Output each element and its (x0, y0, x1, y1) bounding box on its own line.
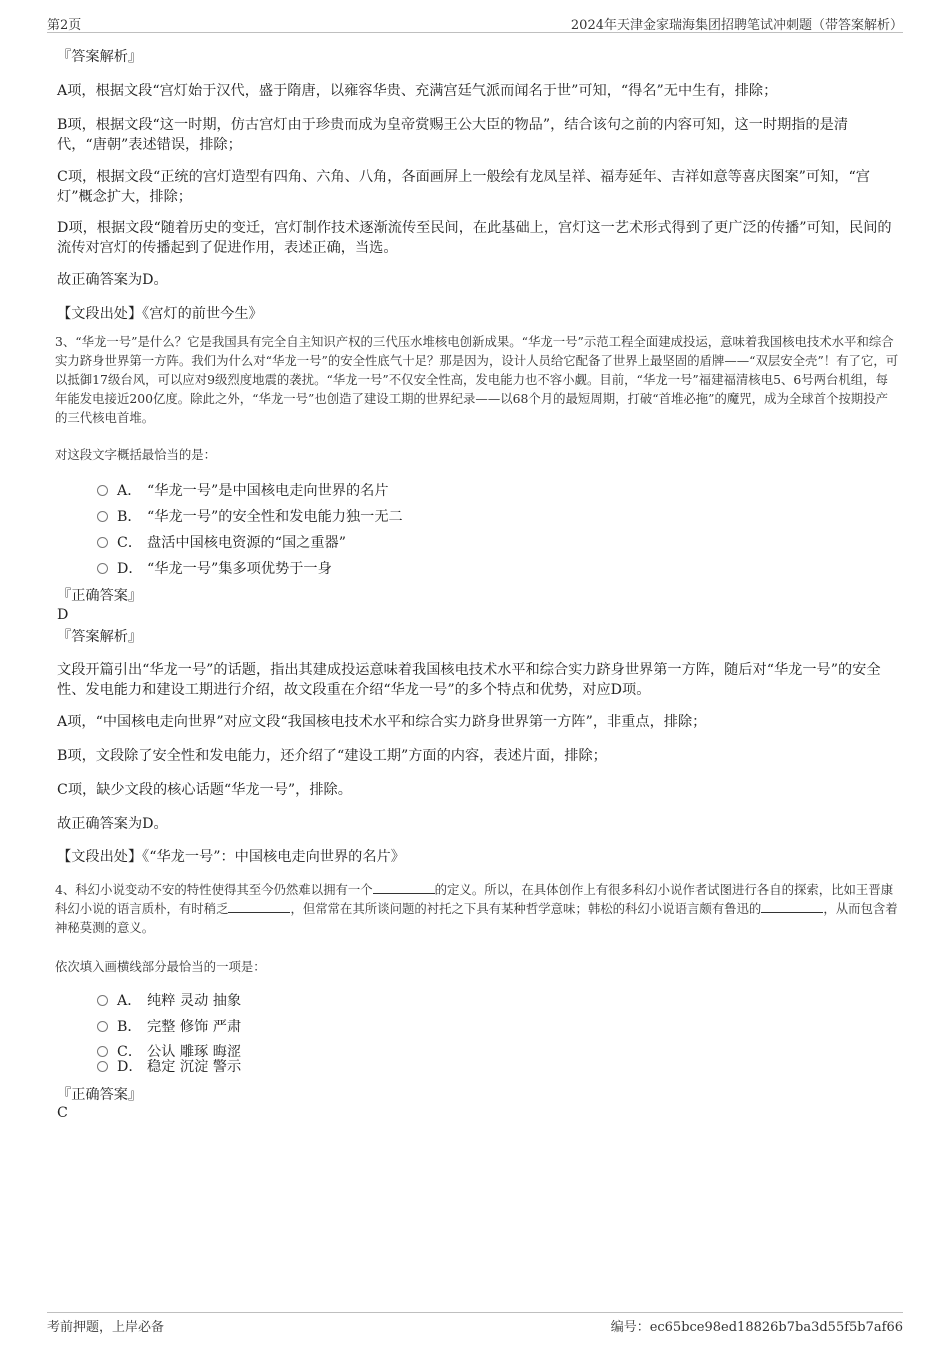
radio-button[interactable] (97, 1061, 108, 1072)
fill-blank-2 (228, 900, 290, 913)
radio-button[interactable] (97, 511, 108, 522)
q3-analysis-label: 『答案解析』 (57, 629, 143, 645)
q3-analysis-a: A项，“中国核电走向世界”对应文段“我国核电技术水平和综合实力跻身世界第一方阵”，非重点，排除； (57, 714, 707, 730)
document-code: 编号：ec65bce98ed18826b7ba3d55f5b7af66 (610, 1320, 903, 1335)
radio-button[interactable] (97, 563, 108, 574)
radio-button[interactable] (97, 1021, 108, 1032)
page-header (47, 14, 903, 33)
page-footer (47, 1312, 903, 1335)
document-title: 2024年天津金家瑞海集团招聘笔试冲刺题（带答案解析） (570, 18, 903, 33)
q2-conclusion: 故正确答案为D。 (57, 272, 168, 288)
fill-blank-1 (373, 881, 435, 894)
q2-analysis-b: B项，根据文段“这一时期，仿古宫灯由于珍贵而成为皇帝赏赐王公大臣的物品”，结合该句之前的内容可知，这一时期指的是清代，“唐朝”表述错误，排除； (57, 117, 849, 153)
q2-analysis-d: D项，根据文段“随着历史的变迁，宫灯制作技术逐渐流传至民间，在此基础上，宫灯这一艺术形式得到了更广泛的传播”可知，民间的流传对宫灯的传播起到了促进作用，表述正确，当选。 (57, 220, 892, 256)
q4-stem: 4、科幻小说变动不安的特性使得其至今仍然难以拥有一个 的定义。所以，在具体创作上有很多科幻小说作者试图进行各自的探索，比如王晋康科幻小说的语言质朴，有时稍乏 ，但常常在其所谈问题的衬托之下具有某种哲学意味；韩松的科幻小说语言颇有鲁迅的 ，从而包含着神秘莫测的意义。 (55, 882, 898, 935)
fill-blank-3 (761, 900, 823, 913)
q4-option-c[interactable]: C． 公认 雕琢 晦涩 (97, 1043, 241, 1061)
q3-answer-label: 『正确答案』 (57, 588, 143, 604)
q3-source: 【文段出处】《“华龙一号”：中国核电走向世界的名片》 (57, 849, 405, 865)
q3-option-b[interactable]: B． “华龙一号”的安全性和发电能力独一无二 (97, 508, 403, 526)
q4-answer-label: 『正确答案』 (57, 1087, 143, 1103)
q4-option-b[interactable]: B． 完整 修饰 严肃 (97, 1018, 241, 1036)
q3-analysis-b: B项，文段除了安全性和发电能力，还介绍了“建设工期”方面的内容，表述片面，排除； (57, 748, 607, 764)
page-number: 第2页 (47, 18, 82, 33)
q4-option-a[interactable]: A． 纯粹 灵动 抽象 (97, 992, 241, 1010)
q3-option-c[interactable]: C． 盘活中国核电资源的“国之重器” (97, 534, 346, 552)
q3-analysis-main: 文段开篇引出“华龙一号”的话题，指出其建成投运意味着我国核电技术水平和综合实力跻身世界第一方阵，随后对“华龙一号”的安全性、发电能力和建设工期进行介绍，故文段重在介绍“华龙一号”的多个特点和优势，对应D项。 (57, 662, 881, 698)
q3-option-d[interactable]: D． “华龙一号”集多项优势于一身 (97, 560, 332, 578)
q3-analysis-c: C项，缺少文段的核心话题“华龙一号”，排除。 (57, 782, 352, 798)
q2-analysis-a: A项，根据文段“宫灯始于汉代，盛于隋唐，以雍容华贵、充满宫廷气派而闻名于世”可知，“得名”无中生有，排除； (57, 83, 778, 99)
radio-button[interactable] (97, 995, 108, 1006)
q3-option-a[interactable]: A． “华龙一号”是中国核电走向世界的名片 (97, 482, 389, 500)
radio-button[interactable] (97, 485, 108, 496)
q2-analysis-c: C项，根据文段“正统的宫灯造型有四角、六角、八角，各面画屏上一般绘有龙凤呈祥、福寿延年、吉祥如意等喜庆图案”可知，“宫灯”概念扩大，排除； (57, 169, 870, 205)
radio-button[interactable] (97, 537, 108, 548)
q2-source: 【文段出处】《宫灯的前世今生》 (57, 306, 263, 322)
q3-answer: D (57, 607, 69, 623)
q3-stem: 3、“华龙一号”是什么？它是我国具有完全自主知识产权的三代压水堆核电创新成果。“华龙一号”示范工程全面建成投运，意味着我国核电技术水平和综合实力跻身世界第一方阵。我们为什么对“华龙一号”的安全性底气十足？那是因为，设计人员给它配备了世界上最坚固的盾牌——“双层安全壳”！有了它，可以抵御17级台风，可以应对9级烈度地震的袭扰。“华龙一号”不仅安全性高，发电能力也不容小觑。目前，“华龙一号”福建福清核电5、6号两台机组，每年能发电接近200亿度。除此之外，“华龙一号”也创造了建设工期的世界纪录——以68个月的最短周期，打破“首堆必拖”的魔咒，成为全球首个按期投产的三代核电首堆。 (55, 334, 899, 425)
q4-option-d[interactable]: D． 稳定 沉淀 警示 (97, 1058, 241, 1076)
q2-analysis-label: 『答案解析』 (57, 49, 143, 65)
footer-slogan: 考前押题，上岸必备 (47, 1320, 165, 1335)
radio-button[interactable] (97, 1046, 108, 1057)
q3-conclusion: 故正确答案为D。 (57, 816, 168, 832)
q3-prompt: 对这段文字概括最恰当的是： (55, 447, 217, 462)
q4-answer: C (57, 1105, 68, 1121)
q4-prompt: 依次填入画横线部分最恰当的一项是： (55, 959, 266, 974)
